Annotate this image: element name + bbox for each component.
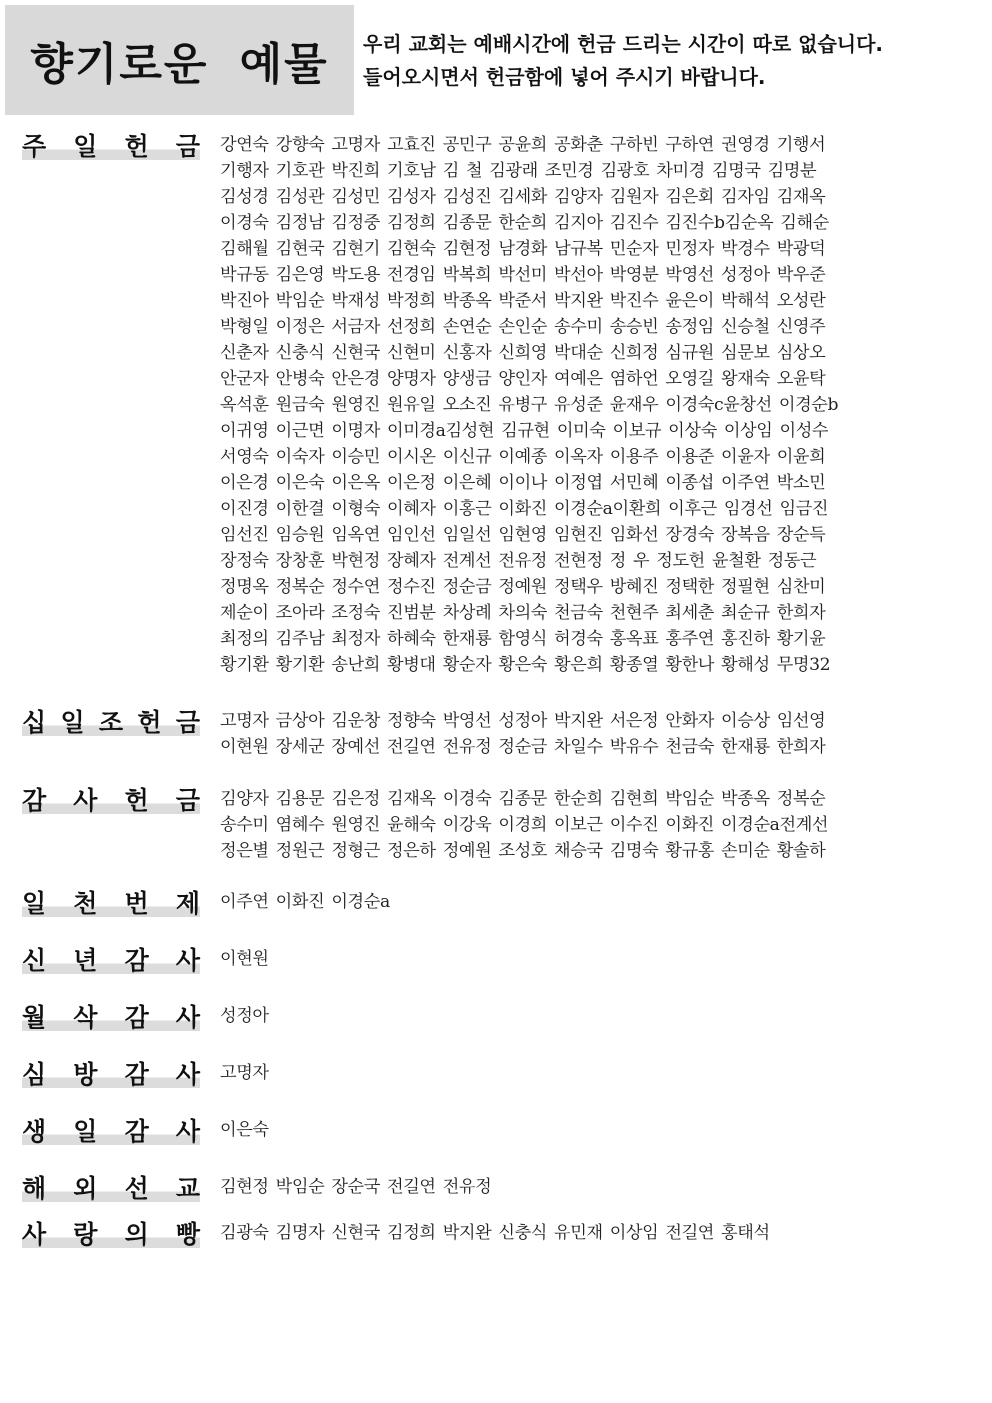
donor-line: 김광숙 김명자 신현국 김정희 박지완 신충식 유민재 이상임 전길연 홍태석 <box>220 1223 770 1243</box>
donor-names <box>220 946 982 972</box>
donor-line: 정명옥 정복순 정수연 정수진 정순금 정예원 정택우 방혜진 정택한 정필현 심찬미 <box>220 577 826 597</box>
donor-line: 김현정 박임순 장순국 전길연 전유정 <box>220 1177 492 1197</box>
donor-line: 김양자 김용문 김은정 김재옥 이경숙 김종문 한순희 김현희 박임순 박종옥 정복순 <box>220 789 826 809</box>
donor-line: 서영숙 이숙자 이승민 이시온 이신규 이예종 이옥자 이용주 이용준 이윤자 이윤희 <box>220 447 826 467</box>
offering-section <box>22 1117 982 1149</box>
offering-section <box>22 1003 982 1035</box>
offering-sections <box>22 132 982 1252</box>
page-title: 향기로운 예물 <box>30 39 329 90</box>
section-label: 생 일 감 사 <box>22 1117 200 1149</box>
donor-line: 박형일 이정은 서금자 선정희 손연순 손인순 송수미 송승빈 송정임 신승철 신영주 <box>220 317 826 337</box>
offering-section <box>22 946 982 978</box>
donor-names <box>220 786 982 864</box>
donor-line: 장정숙 장창훈 박현정 장혜자 전계선 전유정 전현정 정 우 정도헌 윤철환 정동근 <box>220 551 817 571</box>
donor-line: 이경숙 김정남 김정중 김정희 김종문 한순희 김지아 김진수 김진수b김순옥 김해순 <box>220 213 829 233</box>
donor-line: 이현원 <box>220 949 269 969</box>
offering-section <box>22 132 982 678</box>
donor-line: 이은숙 <box>220 1120 269 1140</box>
donor-line: 정은별 정원근 정형근 정은하 정예원 조성호 채승국 김명숙 황규홍 손미순 황솔하 <box>220 841 826 861</box>
section-label: 감 사 헌 금 <box>22 786 200 818</box>
title-banner <box>5 5 354 115</box>
donor-line: 김성경 김성관 김성민 김성자 김성진 김세화 김양자 김원자 김은회 김자임 김재옥 <box>220 187 826 207</box>
donor-names <box>220 1060 982 1086</box>
donor-names <box>220 708 982 760</box>
donor-line: 박규동 김은영 박도용 전경임 박복희 박선미 박선아 박영분 박영선 성정아 박우준 <box>220 265 826 285</box>
donor-names <box>220 132 982 678</box>
section-label: 심 방 감 사 <box>22 1060 200 1092</box>
donor-line: 안군자 안병숙 안은경 양명자 양생금 양인자 여예은 염하언 오영길 왕재숙 오윤탁 <box>220 369 826 389</box>
donor-names <box>220 1117 982 1143</box>
donor-names <box>220 1003 982 1029</box>
donor-line: 신춘자 신충식 신현국 신현미 신홍자 신희영 박대순 신희정 심규원 심문보 심상오 <box>220 343 826 363</box>
section-label: 주 일 헌 금 <box>22 132 200 164</box>
donor-line: 황기환 황기환 송난희 황병대 황순자 황은숙 황은희 황종열 황한나 황해성 무명32 <box>220 655 831 675</box>
donor-line: 송수미 염혜수 원영진 윤해숙 이강욱 이경희 이보근 이수진 이화진 이경순a전계선 <box>220 815 829 835</box>
section-label: 사 랑 의 빵 <box>22 1220 200 1252</box>
notice-line-1: 우리 교회는 예배시간에 헌금 드리는 시간이 따로 없습니다. <box>363 32 884 56</box>
offering-section <box>22 1220 982 1252</box>
offering-section <box>22 786 982 864</box>
offering-section <box>22 889 982 921</box>
donor-line: 이현원 장세군 장예선 전길연 전유정 정순금 차일수 박유수 천금숙 한재룡 한희자 <box>220 737 826 757</box>
section-label: 십 일 조 헌 금 <box>22 708 200 740</box>
donor-line: 이귀영 이근면 이명자 이미경a김성현 김규현 이미숙 이보규 이상숙 이상임 이성수 <box>220 421 829 441</box>
offering-section <box>22 1060 982 1092</box>
donor-line: 강연숙 강향숙 고명자 고효진 공민구 공윤희 공화춘 구하빈 구하연 권영경 기행서 <box>220 135 826 155</box>
donor-line: 고명자 금상아 김운창 정향숙 박영선 성정아 박지완 서은정 안화자 이승상 임선영 <box>220 711 826 731</box>
donor-names <box>220 889 982 915</box>
donor-names <box>220 1174 982 1200</box>
notice-line-2: 들어오시면서 헌금함에 넣어 주시기 바랍니다. <box>363 65 766 89</box>
offering-notice <box>363 28 983 94</box>
donor-names <box>220 1220 982 1246</box>
donor-line: 제순이 조아라 조정숙 진범분 차상례 차의숙 천금숙 천현주 최세춘 최순규 한희자 <box>220 603 826 623</box>
donor-line: 이진경 이한결 이형숙 이혜자 이홍근 이화진 이경순a이환희 이후근 임경선 임금진 <box>220 499 829 519</box>
section-label: 월 삭 감 사 <box>22 1003 200 1035</box>
offering-section <box>22 708 982 760</box>
donor-line: 최정의 김주남 최정자 하혜숙 한재룡 함영식 허경숙 홍옥표 홍주연 홍진하 황기윤 <box>220 629 826 649</box>
section-label: 일 천 번 제 <box>22 889 200 921</box>
donor-line: 김해월 김현국 김현기 김현숙 김현정 남경화 남규복 민순자 민정자 박경수 박광덕 <box>220 239 826 259</box>
offering-section <box>22 1174 982 1206</box>
section-label: 해 외 선 교 <box>22 1174 200 1206</box>
donor-line: 고명자 <box>220 1063 269 1083</box>
donor-line: 임선진 임승원 임옥연 임인선 임일선 임현영 임현진 임화선 장경숙 장복음 장순득 <box>220 525 826 545</box>
donor-line: 박진아 박임순 박재성 박정희 박종옥 박준서 박지완 박진수 윤은이 박해석 오성란 <box>220 291 826 311</box>
donor-line: 기행자 기호관 박진희 기호남 김 철 김광래 조민경 김광호 차미경 김명국 김명분 <box>220 161 817 181</box>
donor-line: 이은경 이은숙 이은옥 이은정 이은혜 이이나 이정엽 서민혜 이종섭 이주연 박소민 <box>220 473 826 493</box>
donor-line: 성정아 <box>220 1006 269 1026</box>
donor-line: 옥석훈 원금숙 원영진 원유일 오소진 유병구 유성준 윤재우 이경숙c윤창선 이경순b <box>220 395 839 415</box>
donor-line: 이주연 이화진 이경순a <box>220 892 390 912</box>
section-label: 신 년 감 사 <box>22 946 200 978</box>
